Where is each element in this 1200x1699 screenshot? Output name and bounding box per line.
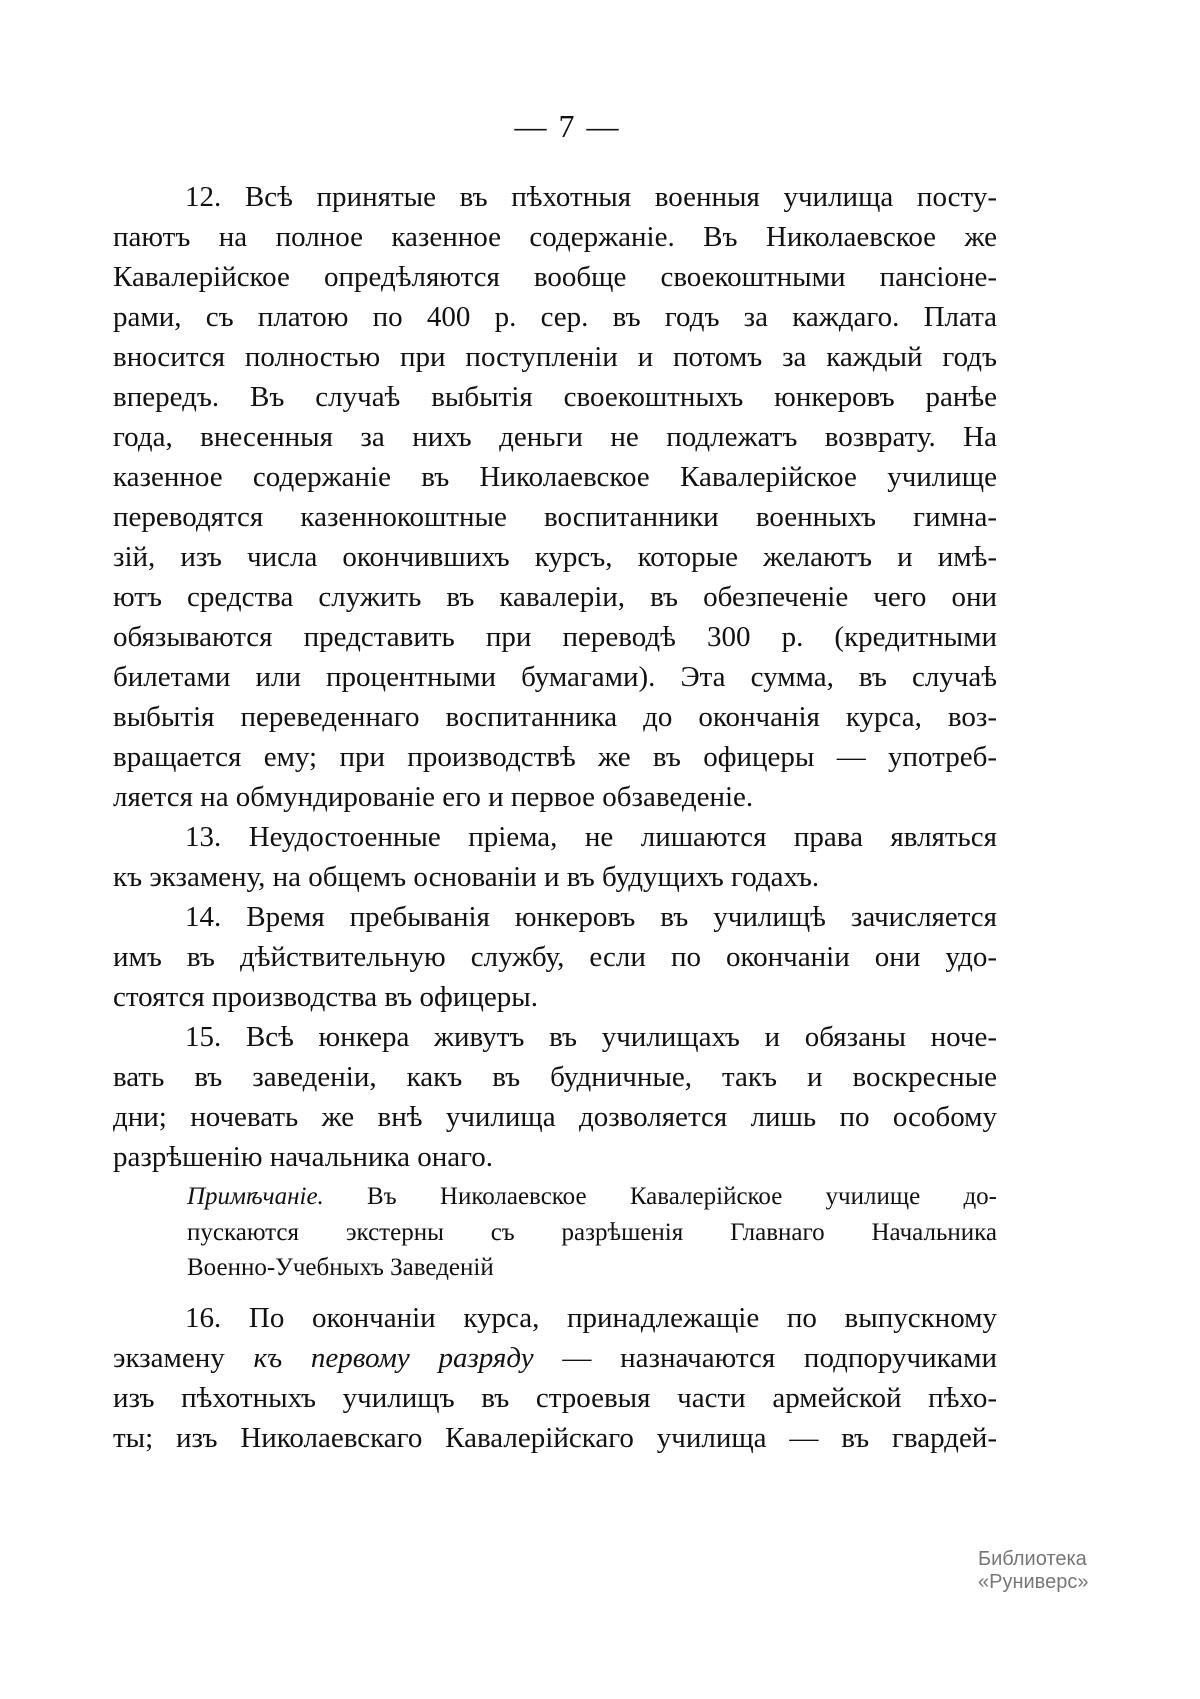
paragraph-line: ляется на обмундированіе его и первое обзаведеніе. [113, 781, 754, 813]
note-line: пускаются экстерны съ разрѣшенія Главнаго Начальника [187, 1219, 997, 1246]
paragraph-line: казенное содержаніе въ Николаевское Кавалерійское училище [113, 461, 997, 493]
paragraph-line: зій, изъ числа окончившихъ курсъ, которые желаютъ и имѣ- [113, 541, 997, 573]
paragraph-line: переводятся казеннокоштные воспитанники военныхъ гимна- [113, 501, 997, 533]
note-line: Военно-Учебныхъ Заведеній [187, 1254, 494, 1281]
paragraph-line: къ экзамену, на общемъ основаніи и въ будущихъ годахъ. [113, 861, 820, 893]
paragraph-line: вносится полностью при поступленіи и потомъ за каждый годъ [113, 341, 997, 373]
paragraph-line: ютъ средства служить въ кавалеріи, въ обезпеченіе чего они [113, 581, 997, 613]
paragraph-line: вращается ему; при производствѣ же въ офицеры — употреб- [113, 741, 997, 773]
paragraph-line: билетами или процентными бумагами). Эта сумма, въ случаѣ [113, 661, 997, 693]
paragraph-line: выбытія переведеннаго воспитанника до окончанія курса, воз- [113, 701, 997, 733]
note-text: Въ Николаевское Кавалерійское училище до- [323, 1183, 997, 1210]
paragraph-line: дни; ночевать же внѣ училища дозволяется лишь по особому [113, 1101, 997, 1133]
paragraph-16-line [113, 1338, 997, 1378]
text: — назначаются подпоручиками [533, 1342, 997, 1374]
paragraph-line: паютъ на полное казенное содержаніе. Въ Николаевское же [113, 221, 997, 253]
paragraph-line: 13. Неудостоенные пріема, не лишаются права являться [185, 821, 997, 853]
text: экзамену [113, 1342, 254, 1374]
paragraph-16-line: 16. По окончаніи курса, принадлежащіе по выпускному [185, 1302, 997, 1334]
paragraph-line: разрѣшенію начальника онаго. [113, 1141, 494, 1173]
paragraph-line: 15. Всѣ юнкера живутъ въ училищахъ и обязаны ноче- [185, 1021, 997, 1053]
paragraph-line: рами, съ платою по 400 р. сер. въ годъ за каждаго. Плата [113, 301, 997, 333]
paragraph-line: обязываются представить при переводѣ 300 р. (кредитными [113, 621, 997, 653]
paragraph-16-line: изъ пѣхотныхъ училищъ въ строевыя части армейской пѣхо- [113, 1382, 997, 1414]
paragraph-line: 14. Время пребыванія юнкеровъ въ училищѣ зачисляется [185, 901, 997, 933]
paragraph-line: стоятся производства въ офицеры. [113, 981, 538, 1013]
paragraph-line: впередъ. Въ случаѣ выбытія своекоштныхъ юнкеровъ ранѣе [113, 381, 997, 413]
note-line [187, 1179, 997, 1215]
paragraph-line: вать въ заведеніи, какъ въ будничные, такъ и воскресные [113, 1061, 997, 1093]
paragraph-line: 12. Всѣ принятые въ пѣхотныя военныя училища посту- [185, 181, 997, 213]
library-watermark: Библиотека «Руниверс» [978, 1548, 1089, 1593]
paragraph-line: имъ въ дѣйствительную службу, если по окончаніи они удо- [113, 941, 997, 973]
italic-text: къ первому разряду [253, 1342, 534, 1374]
paragraph-line: Кавалерійское опредѣляются вообще своекоштными пансіоне- [113, 261, 997, 293]
page-number: — 7 — [514, 108, 621, 144]
paragraph-line: года, внесенныя за нихъ деньги не подлежатъ возврату. На [113, 421, 997, 453]
note-label: Примѣчаніе. [187, 1183, 324, 1210]
paragraph-16-line: ты; изъ Николаевскаго Кавалерійскаго училища — въ гвардей- [113, 1422, 997, 1454]
